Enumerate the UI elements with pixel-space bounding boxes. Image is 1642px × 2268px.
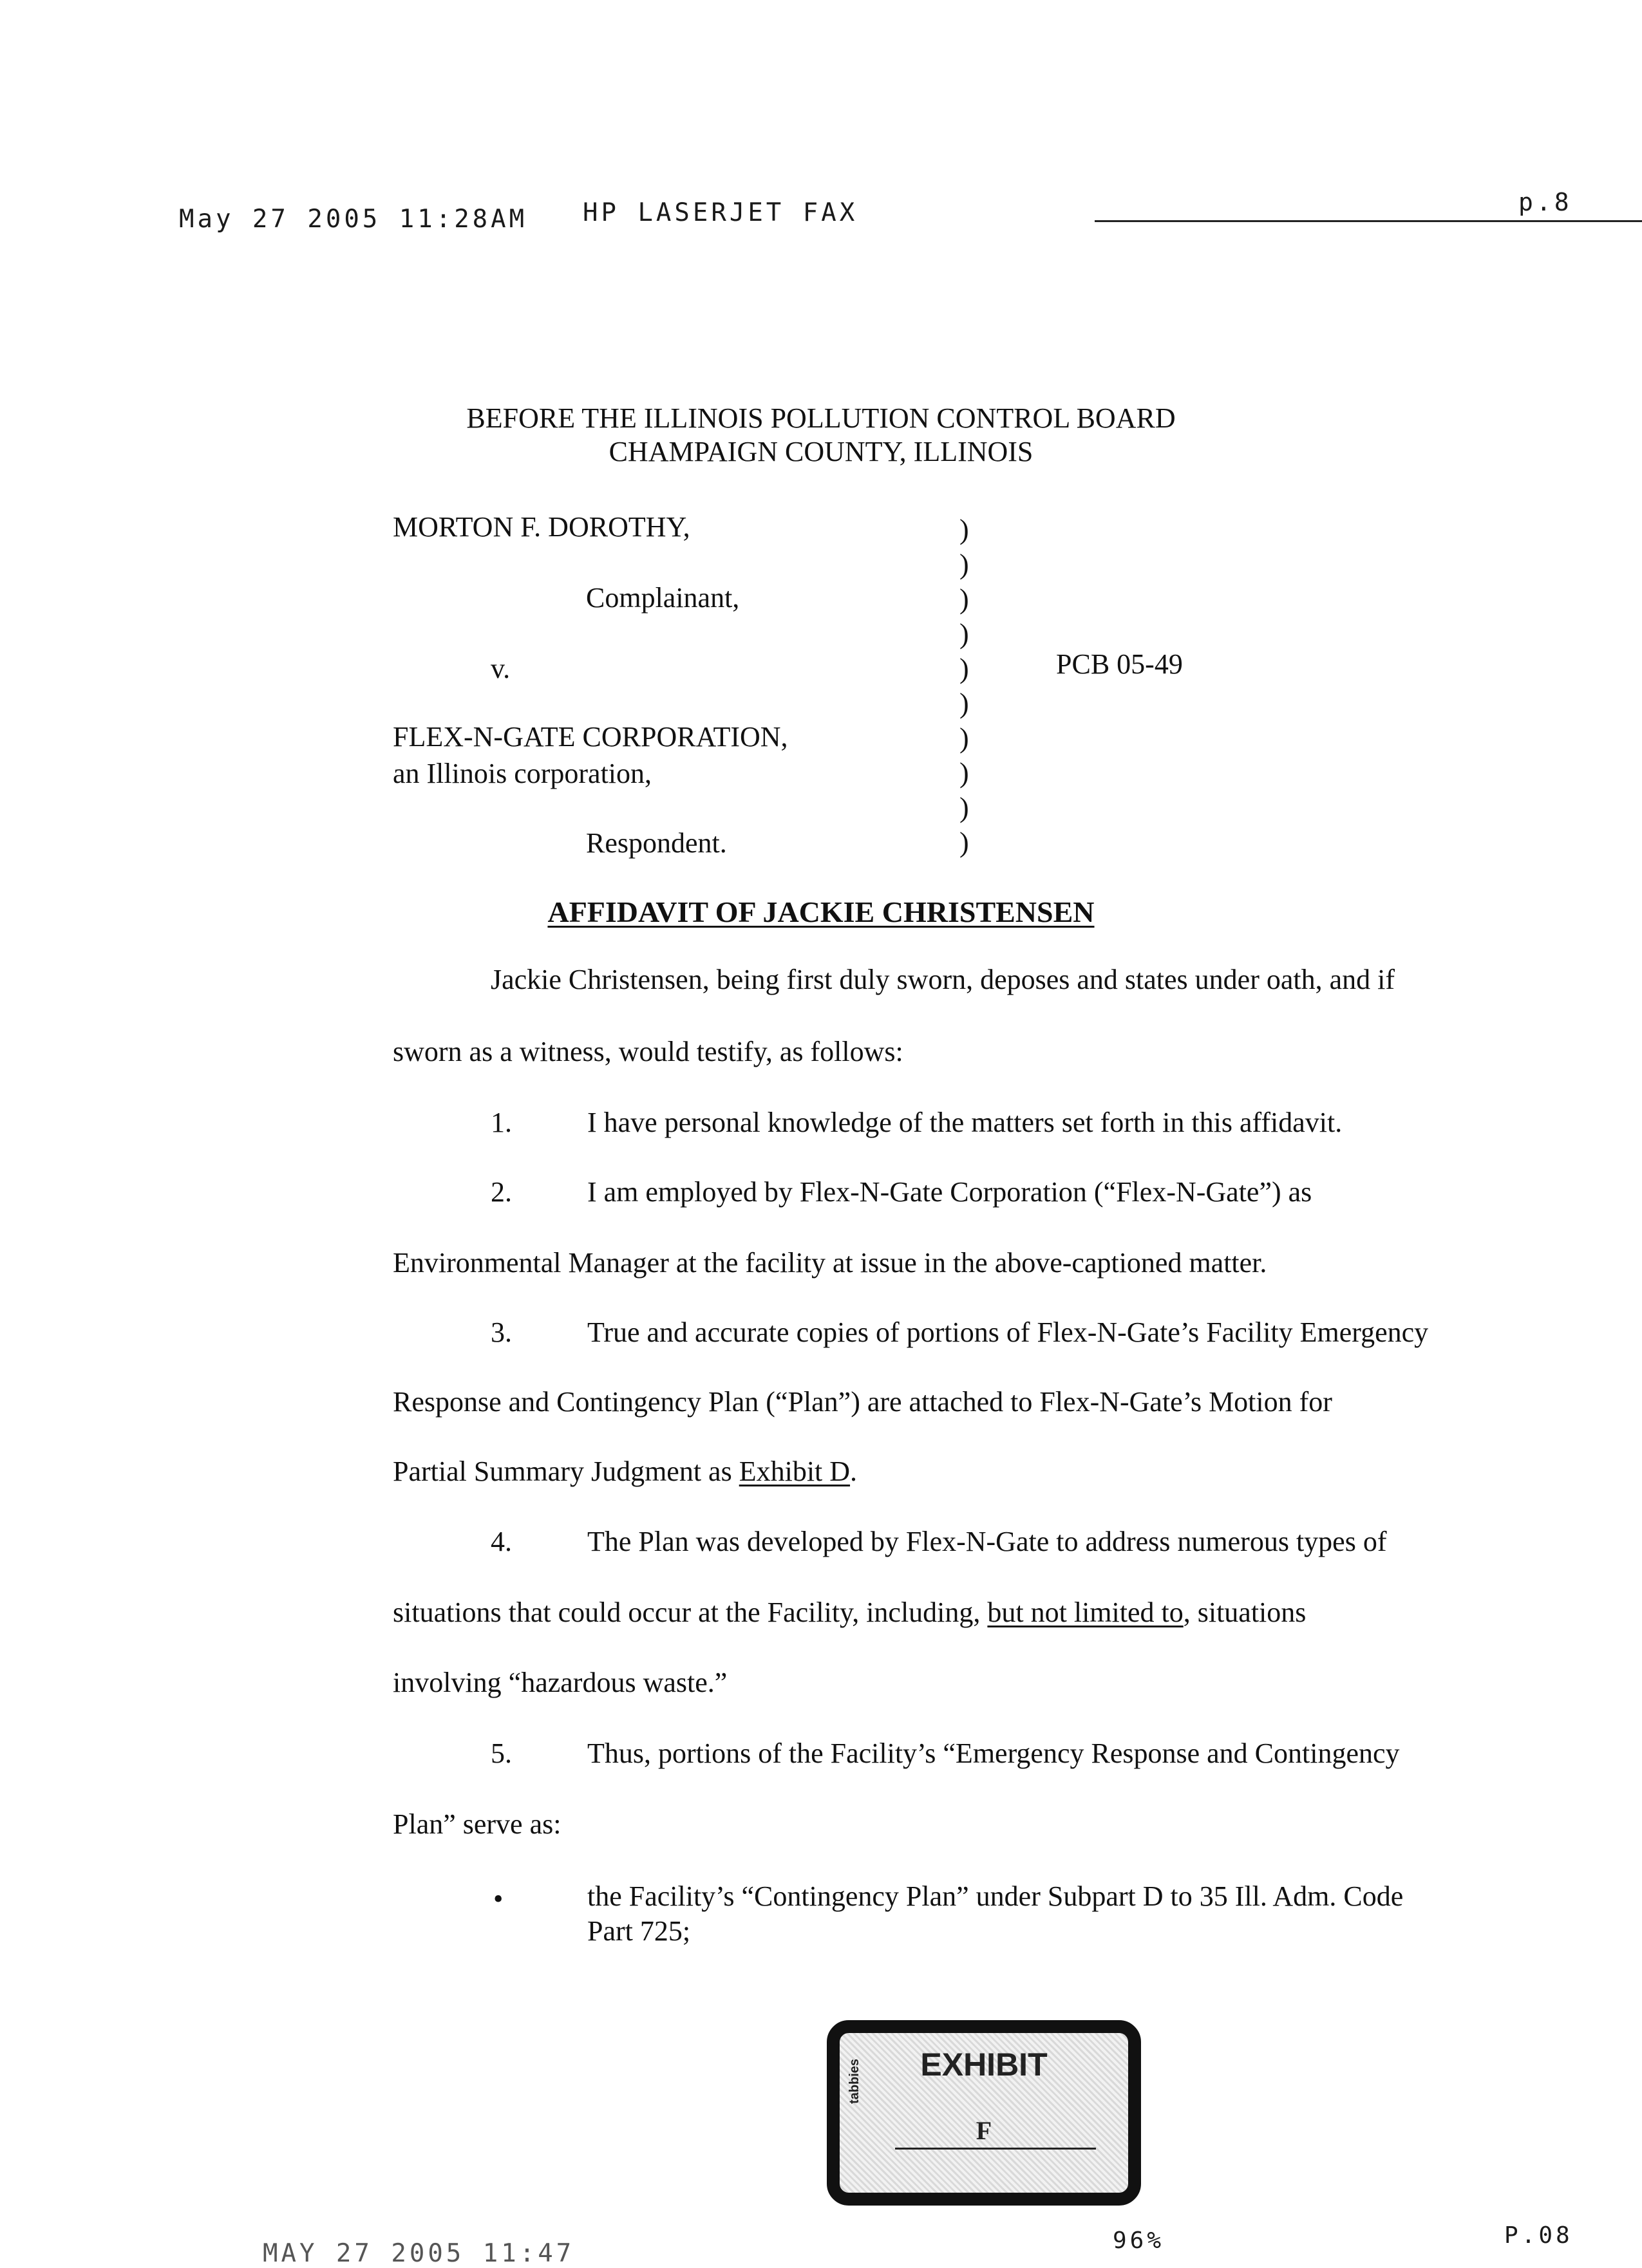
affidavit-title (0, 895, 1642, 929)
exhibit-stamp-line (895, 2148, 1096, 2150)
exhibit-stamp (827, 2020, 1141, 2206)
caption-paren: ) (959, 514, 969, 545)
intro-line: Jackie Christensen, being first duly sworn, deposes and states under oath, and if (491, 964, 1395, 995)
paragraph-number: 1. (491, 1107, 512, 1138)
caption-paren: ) (959, 757, 969, 789)
versus: v. (491, 653, 511, 684)
respondent-role: Respondent. (586, 827, 727, 859)
fax-datetime: May 27 2005 11:28AM (179, 205, 528, 234)
caption-paren: ) (959, 722, 969, 754)
caption-paren: ) (959, 618, 969, 650)
paragraph-number: 2. (491, 1176, 512, 1208)
caption-paren: ) (959, 583, 969, 615)
paragraph-number: 4. (491, 1526, 512, 1557)
paragraph-2-line: Environmental Manager at the facility at issue in the above-captioned matter. (393, 1247, 1267, 1279)
exhibit-letter: F (976, 2116, 992, 2145)
paragraph-5-line: Plan” serve as: (393, 1808, 561, 1840)
paragraph-1-text: I have personal knowledge of the matters set forth in this affidavit. (587, 1107, 1343, 1138)
paragraph-number: 5. (491, 1738, 512, 1769)
case-number: PCB 05-49 (1056, 648, 1183, 680)
paragraph-3-line: Response and Contingency Plan (“Plan”) are attached to Flex-N-Gate’s Motion for (393, 1386, 1332, 1418)
paragraph-2-line: I am employed by Flex-N-Gate Corporation (“Flex-N-Gate”) as (587, 1176, 1312, 1208)
paragraph-4-line (393, 1598, 1306, 1627)
paragraph-number: 3. (491, 1317, 512, 1348)
paragraph-4-line: The Plan was developed by Flex-N-Gate to address numerous types of (587, 1526, 1387, 1557)
caption-paren: ) (959, 688, 969, 719)
court-heading-line2: CHAMPAIGN COUNTY, ILLINOIS (609, 436, 1033, 467)
footer-fax-datetime: MAY 27 2005 11:47 (263, 2239, 575, 2268)
court-heading-line1: BEFORE THE ILLINOIS POLLUTION CONTROL BOARD (466, 402, 1176, 434)
intro-line: sworn as a witness, would testify, as follows: (393, 1036, 903, 1067)
affidavit-title-text: AFFIDAVIT OF JACKIE CHRISTENSEN (547, 895, 1095, 928)
exhibit-stamp-title: EXHIBIT (920, 2047, 1048, 2083)
footer-page-number: P.08 (1504, 2222, 1573, 2249)
footer-percent: 96% (1113, 2227, 1165, 2254)
respondent-description: an Illinois corporation, (393, 758, 652, 789)
complainant-role: Complainant, (586, 582, 740, 614)
caption-paren: ) (959, 827, 969, 858)
paragraph-3-line: True and accurate copies of portions of Flex-N-Gate’s Facility Emergency (587, 1317, 1429, 1348)
respondent-name: FLEX-N-GATE CORPORATION, (393, 721, 788, 753)
fax-page-number: p.8 (1518, 188, 1572, 216)
emphasis-underlined: but not limited to (987, 1597, 1184, 1628)
fax-header-rule (1095, 220, 1642, 222)
paragraph-3-period: . (850, 1456, 858, 1487)
paragraph-5-line: Thus, portions of the Facility’s “Emergency Response and Contingency (587, 1738, 1400, 1769)
stamp-brand-label: tabbies (847, 2058, 862, 2104)
paragraph-3-line (393, 1457, 857, 1486)
paragraph-4-text: , situations (1183, 1597, 1307, 1628)
paragraph-3-text: Partial Summary Judgment as (393, 1456, 739, 1487)
fax-device: HP LASERJET FAX (583, 198, 858, 227)
paragraph-4-line: involving “hazardous waste.” (393, 1667, 728, 1698)
bullet-marker: • (493, 1883, 504, 1915)
paragraph-4-text: situations that could occur at the Facility, including, (393, 1597, 988, 1628)
bullet-item-line: Part 725; (587, 1915, 691, 1947)
caption-paren: ) (959, 653, 969, 684)
bullet-item-line: the Facility’s “Contingency Plan” under Subpart D to 35 Ill. Adm. Code (587, 1880, 1404, 1912)
exhibit-d-reference: Exhibit D (739, 1456, 851, 1487)
caption-paren: ) (959, 792, 969, 823)
caption-paren: ) (959, 548, 969, 580)
complainant-name: MORTON F. DOROTHY, (393, 511, 690, 543)
